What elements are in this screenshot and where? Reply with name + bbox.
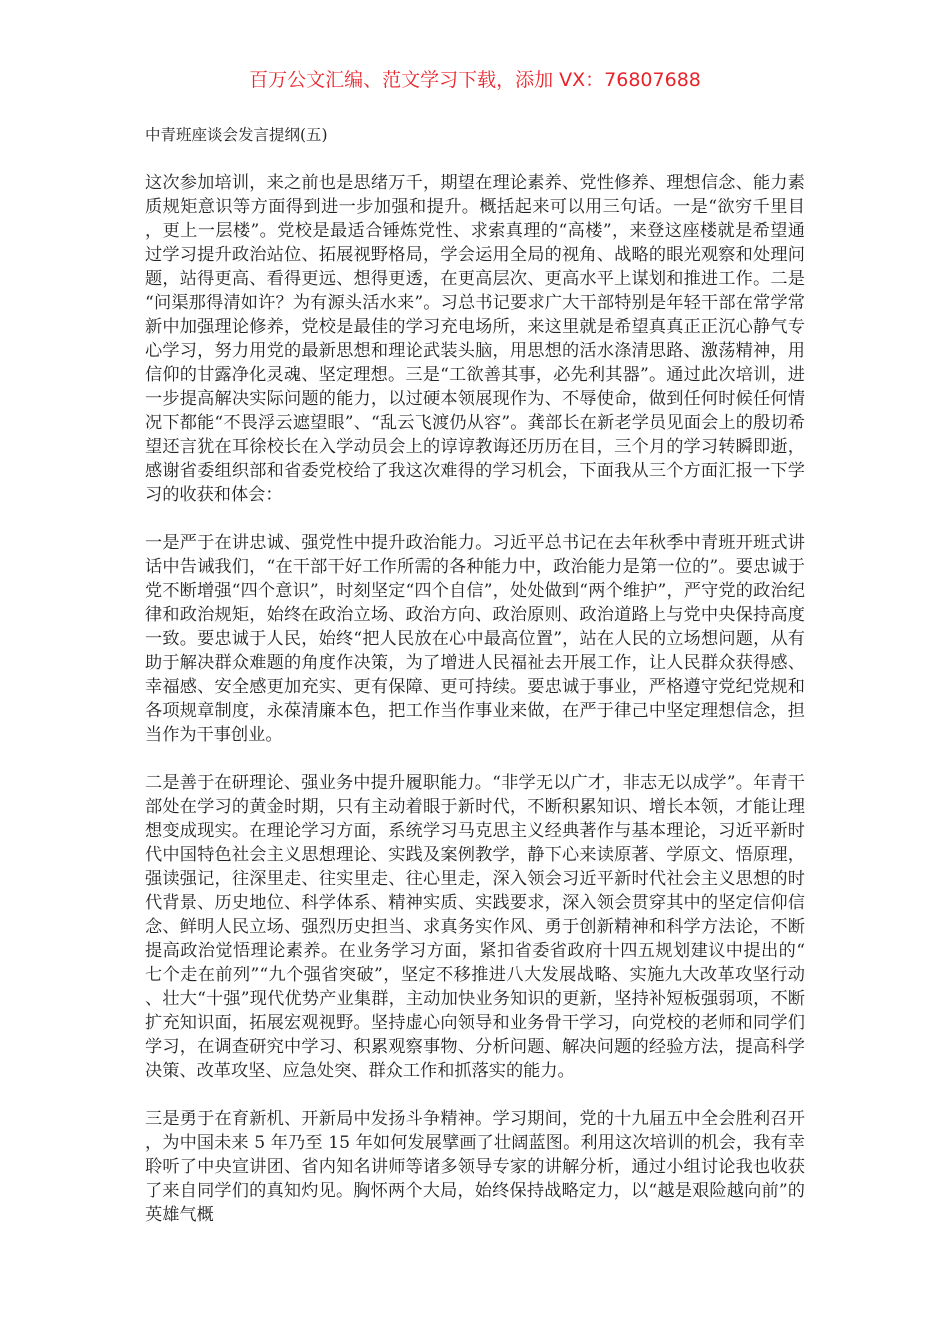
paragraph-point-two: 二是善于在研理论、强业务中提升履职能力。“非学无以广才，非志无以成学”。年青干部处在学习的黄金时期，只有主动着眼于新时代，不断积累知识、增长本领，才能让理想变成现实。在理论学习方面，系统学习马克思主义经典著作与基本理论，习近平新时代中国特色社会主义思想理论、实践及案例教学，静下心来读原著、学原文、悟原理，强读强记，往深里走、往实里走、往心里走，深入领会习近平新时代社会主义思想的时代背景、历史地位、科学体系、精神实质、实践要求，深入领会贯穿其中的坚定信仰信念、鲜明人民立场、强烈历史担当、求真务实作风、勇于创新精神和科学方法论，不断提高政治觉悟理论素养。在业务学习方面，紧扣省委省政府十四五规划建议中提出的“七个走在前列”“九个强省突破”，坚定不移推进八大发展战略、实施九大改革攻坚行动、壮大“十强”现代优势产业集群，主动加快业务知识的更新，坚持补短板强弱项，不断扩充知识面，拓展宏观视野。坚持虚心向领导和业务骨干学习，向党校的老师和同学们学习，在调查研究中学习、积累观察事物、分析问题、解决问题的经验方法，提高科学决策、改革攻坚、应急处突、群众工作和抓落实的能力。 [145,773,805,1081]
paragraph-point-one: 一是严于在讲忠诚、强党性中提升政治能力。习近平总书记在去年秋季中青班开班式讲话中告诫我们，“在干部干好工作所需的各种能力中，政治能力是第一位的”。要忠诚于党不断增强“四个意识”，时刻坚定“四个自信”，处处做到“两个维护”，严守党的政治纪律和政治规矩，始终在政治立场、政治方向、政治原则、政治道路上与党中央保持高度一致。要忠诚于人民，始终“把人民放在心中最高位置”，站在人民的立场想问题，从有助于解决群众难题的角度作决策，为了增进人民福祉去开展工作，让人民群众获得感、幸福感、安全感更加充实、更有保障、更可持续。要忠诚于事业，严格遵守党纪党规和各项规章制度，永葆清廉本色，把工作当作事业来做，在严于律己中坚定理想信念，担当作为干事创业。 [145,533,805,745]
watermark-header: 百万公文汇编、范文学习下载，添加 VX：76807688 [249,69,701,91]
paragraph-intro: 这次参加培训，来之前也是思绪万千，期望在理论素养、党性修养、理想信念、能力素质规矩意识等方面得到进一步加强和提升。概括起来可以用三句话。一是“欲穷千里目，更上一层楼”。党校是最适合锤炼党性、求索真理的“高楼”，来登这座楼就是希望通过学习提升政治站位、拓展视野格局，学会运用全局的视角、战略的眼光观察和处理问题，站得更高、看得更远、想得更透，在更高层次、更高水平上谋划和推进工作。二是“问渠那得清如许？为有源头活水来”。习总书记要求广大干部特别是年轻干部在常学常新中加强理论修养，党校是最佳的学习充电场所，来这里就是希望真真正正沉心静气专心学习，努力用党的最新思想和理论武装头脑，用思想的活水涤清思路、激荡精神，用信仰的甘露净化灵魂、坚定理想。三是“工欲善其事，必先利其器”。通过此次培训，进一步提高解决实际问题的能力，以过硬本领展现作为、不辱使命，做到任何时候任何情况下都能“不畏浮云遮望眼”、“乱云飞渡仍从容”。龚部长在新老学员见面会上的殷切希望还言犹在耳徐校长在入学动员会上的谆谆教诲还历历在目，三个月的学习转瞬即逝，感谢省委组织部和省委党校给了我这次难得的学习机会，下面我从三个方面汇报一下学习的收获和体会： [145,173,805,505]
paragraph-point-three: 三是勇于在育新机、开新局中发扬斗争精神。学习期间，党的十九届五中全会胜利召开，为中国未来 5 年乃至 15 年如何发展擘画了壮阔蓝图。利用这次培训的机会，我有幸聆听了中央宣讲团、省内知名讲师等诸多领导专家的讲解分析，通过小组讨论我也收获了来自同学们的真知灼见。胸怀两个大局，始终保持战略定力，以“越是艰险越向前”的英雄气概 [145,1109,805,1225]
document-body [145,123,805,1251]
document-title: 中青班座谈会发言提纲(五) [145,126,328,144]
